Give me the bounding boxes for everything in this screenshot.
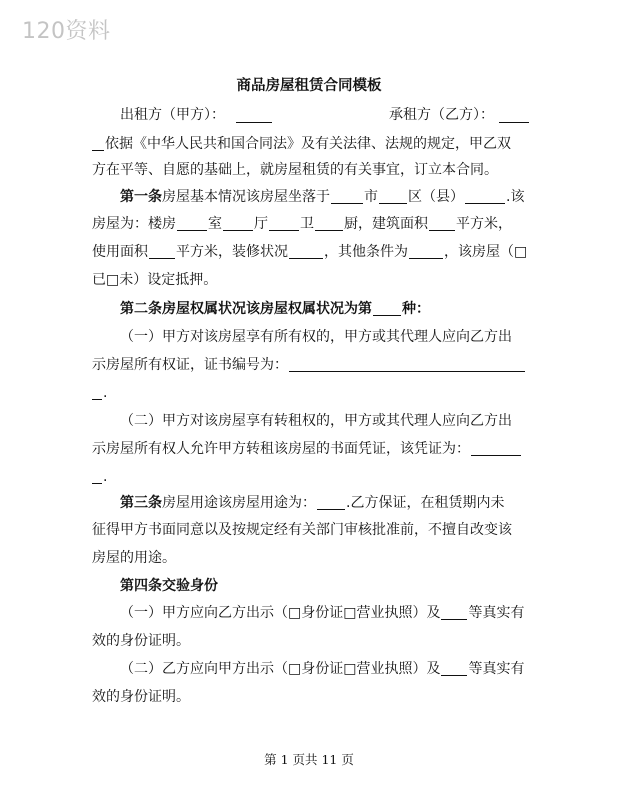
watermark-logo: 120资料 [22,19,111,44]
intro-line-2: 方在平等、自愿的基础上，就房屋租赁的有关事宜，订立本合同。 [92,162,498,178]
bath-blank [269,215,299,231]
kitchen-blank [315,215,343,231]
sublease-document-blank [471,440,521,456]
article-4-p1-line-2: 效的身份证明。 [92,633,190,649]
lessor-id-blank [441,604,467,620]
lessee-id-blank [441,660,467,676]
address-blank [465,188,505,204]
room-blank [177,215,207,231]
article-2-p2-line-2: 示房屋所有权人允许甲方转租该房屋的书面凭证，该凭证为： [92,437,532,461]
lessor-label: 出租方（甲方）： [120,107,225,123]
decoration-blank [289,243,323,259]
article-2-p2-line-1: （二）甲方对该房屋享有转租权的，甲方或其代理人应向乙方出 [120,413,512,429]
article-3-line-2: 征得甲方书面同意以及按规定经有关部门审核批准前，不擅自改变该 [92,522,512,538]
article-2-p1-line-3: . [92,381,532,405]
article-4-heading: 第四条交验身份 [120,578,218,594]
ownership-type-blank [373,300,401,316]
article-2-p1-line-1: （一）甲方对该房屋享有所有权的，甲方或其代理人应向乙方出 [120,329,512,345]
article-3-line-3: 房屋的用途。 [92,550,176,566]
article-1-heading: 第一条 [120,189,162,205]
article-2-heading: 第二条房屋权属状况该房屋权属状况为第 种： [120,301,430,317]
page-footer: 第 1 页共 11 页 [264,752,354,767]
article-1-line-4: 已□未）设定抵押。 [92,272,218,288]
hall-blank [223,215,253,231]
certificate-number-blank [289,356,525,372]
other-conditions-blank [409,243,443,259]
usable-area-blank [149,243,175,259]
intro-line-1: 依据《中华人民共和国合同法》及有关法律、法规的规定，甲乙双 [92,132,532,156]
usage-blank [317,494,345,510]
floor-area-blank [429,215,455,231]
article-3-line-1: 第三条房屋用途该房屋用途为： .乙方保证，在租赁期内未 [120,495,505,511]
lessee-blank [499,107,529,123]
article-2-p1-line-2: 示房屋所有权证，证书编号为： [92,353,532,377]
article-3-heading: 第三条 [120,495,162,511]
article-4-p2-line-1: （二）乙方应向甲方出示（□身份证□营业执照）及 等真实有 [120,661,525,677]
document-title: 商品房屋租赁合同模板 [236,78,382,94]
lessor-blank [236,107,272,123]
district-blank [379,188,407,204]
lessee-label: 承租方（乙方）： [389,107,494,123]
article-4-p2-line-2: 效的身份证明。 [92,689,190,705]
article-1-line-3: 使用面积 平方米，装修状况 ，其他条件为 ，该房屋（□ [92,244,528,260]
city-blank [331,188,363,204]
article-4-p1-line-1: （一）甲方应向乙方出示（□身份证□营业执照）及 等真实有 [120,605,525,621]
article-1-line-2: 房屋为：楼房 室 厅 卫 厨，建筑面积 平方米， [92,216,512,232]
article-2-p2-line-3: . [92,465,532,489]
intro-blank [92,135,104,151]
article-1-line-1: 第一条房屋基本情况该房屋坐落于 市 区（县） .该 [120,189,525,205]
